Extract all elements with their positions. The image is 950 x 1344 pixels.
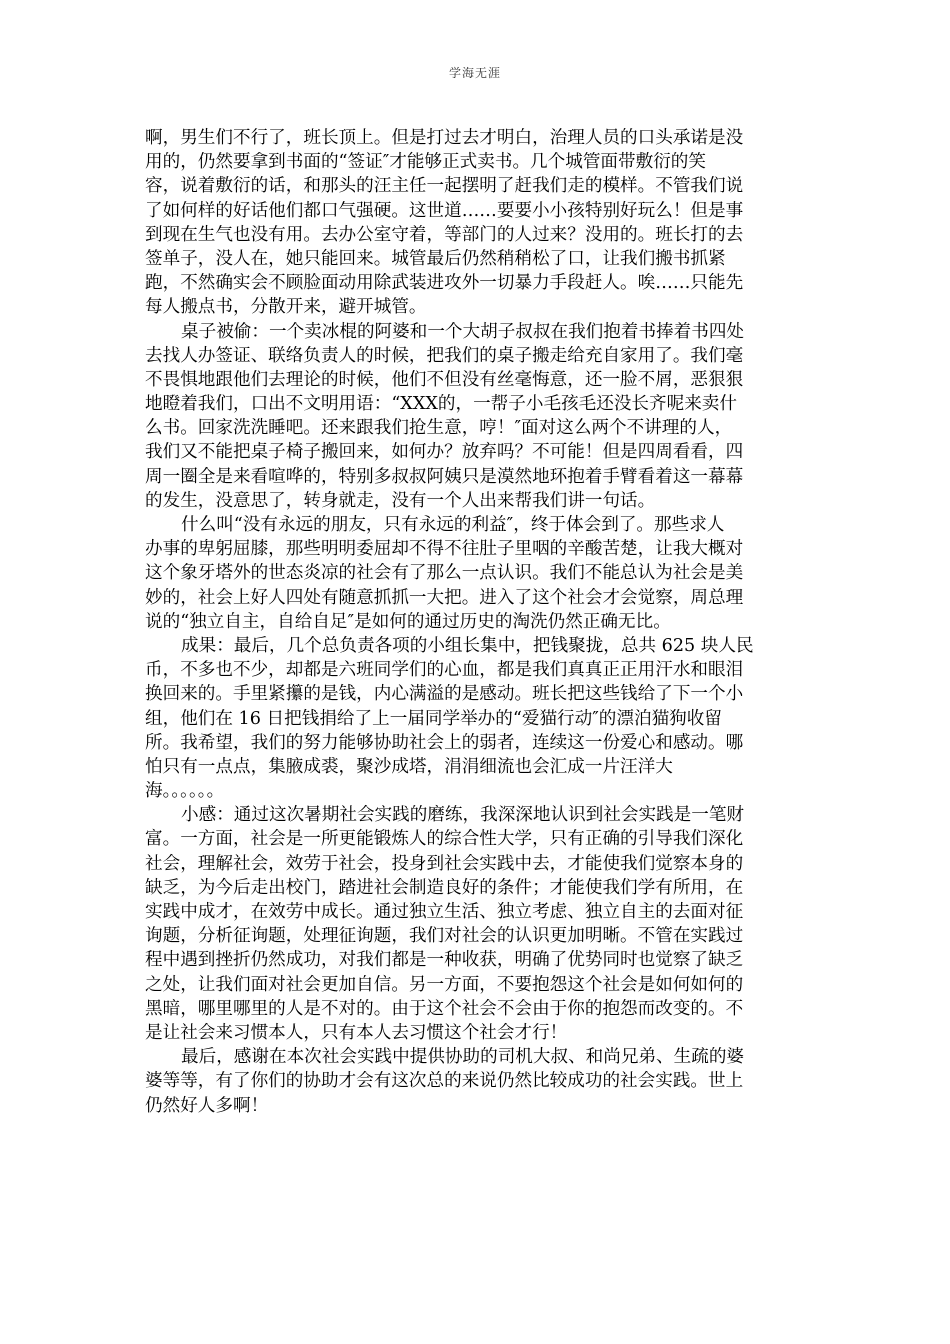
text-line: 询题，分析征询题，处理征询题，我们对社会的认识更加明晰。不管在实践过: [145, 926, 744, 947]
text-line: 签单子，没人在，她只能回来。城管最后仍然稍稍松了口，让我们搬书抓紧: [145, 248, 726, 269]
text-line: 富。一方面，社会是一所更能锻炼人的综合性大学，只有正确的引导我们深化: [145, 829, 744, 850]
text-line: 是让社会来习惯本人，只有本人去习惯这个社会才行！: [145, 1022, 568, 1043]
body-text: [145, 126, 805, 1118]
text-line: 程中遇到挫折仍然成功，对我们都是一种收获，明确了优势同时也觉察了缺乏: [145, 950, 744, 971]
text-line: 地瞪着我们，口出不文明用语：“XXX的，一帮子小毛孩毛还没长齐呢来卖什: [145, 394, 737, 415]
text-line: 之处，让我们面对社会更加自信。另一方面，不要抱怨这个社会是如何如何的: [145, 974, 744, 995]
text-line: 币，不多也不少，却都是六班同学们的心血，都是我们真真正正用汗水和眼泪: [145, 660, 744, 681]
text-line: 什么叫“没有永远的朋友，只有永远的利益″，终于体会到了。那些求人: [181, 515, 725, 535]
text-line: 办事的卑躬屈膝，那些明明委屈却不得不往肚子里咽的辛酸苦楚，让我大概对: [145, 539, 744, 560]
text-line: 周一圈全是来看喧哗的，特别多叔叔阿姨只是漠然地环抱着手臂看着这一幕幕: [145, 466, 744, 487]
text-line: 缺乏，为今后走出校门，踏进社会制造良好的条件；才能使我们学有所用，在: [145, 877, 744, 898]
text-line: 容，说着敷衍的话，和那头的汪主任一起摆明了赶我们走的模样。不管我们说: [145, 176, 744, 197]
text-line: 么书。回家洗洗睡吧。还来跟我们抢生意，哼！″面对这么两个不讲理的人，: [145, 418, 733, 439]
text-line: 我们又不能把桌子椅子搬回来，如何办？放弃吗？不可能！但是四周看看，四: [145, 442, 744, 463]
text-line: 了如何样的好话他们都口气强硬。这世道……要要小小孩特别好玩么！但是事: [145, 200, 744, 221]
text-line: 桌子被偷：一个卖冰棍的阿婆和一个大胡子叔叔在我们抱着书捧着书四处: [181, 321, 745, 342]
text-line: 小感：通过这次暑期社会实践的磨练，我深深地认识到社会实践是一笔财: [181, 805, 745, 826]
text-line: 啊，男生们不行了，班长顶上。但是打过去才明白，治理人员的口头承诺是没: [145, 128, 744, 148]
text-line: 用的，仍然要拿到书面的“签证″才能够正式卖书。几个城管面带敷衍的笑: [145, 152, 706, 173]
text-line: 跑，不然确实会不顾脸面动用除武装进攻外一切暴力手段赶人。唉……只能先: [145, 273, 744, 294]
text-line: 实践中成才，在效劳中成长。通过独立生活、独立考虑、独立自主的去面对征: [145, 902, 744, 922]
text-line: 婆等等，有了你们的协助才会有这次总的来说仍然比较成功的社会实践。世上: [145, 1071, 744, 1092]
text-line: 这个象牙塔外的世态炎凉的社会有了那么一点认识。我们不能总认为社会是美: [145, 563, 744, 584]
text-line: 黑暗，哪里哪里的人是不对的。由于这个社会不会由于你的抱怨而改变的。不: [145, 998, 744, 1019]
text-line: 海。。。。。。: [145, 781, 225, 802]
text-line: 所。我希望，我们的努力能够协助社会上的弱者，连续这一份爱心和感动。哪: [145, 732, 744, 753]
text-line: 每人搬点书，分散开来，避开城管。: [145, 297, 427, 318]
text-line: 社会，理解社会，效劳于社会，投身到社会实践中去，才能使我们觉察本身的: [145, 853, 744, 874]
text-line: 成果：最后，几个总负责各项的小组长集中，把钱聚拢，总共 625 块人民: [181, 635, 754, 656]
text-line: 去找人办签证、联络负责人的时候，把我们的桌子搬走给充自家用了。我们毫: [145, 345, 744, 366]
text-line: 怕只有一点点，集腋成裘，聚沙成塔，涓涓细流也会汇成一片汪洋大: [145, 756, 673, 777]
text-line: 换回来的。手里紧攥的是钱，内心满溢的是感动。班长把这些钱给了下一个小: [145, 684, 744, 705]
text-line: 到现在生气也没有用。去办公室守着，等部门的人过来？没用的。班长打的去: [145, 224, 744, 245]
text-line: 说的“独立自主，自给自足″是如何的通过历史的淘洗仍然正确无比。: [145, 611, 671, 632]
text-line: 组，他们在 16 日把钱捐给了上一届同学举办的“爱猫行动″的漂泊猫狗收留: [145, 708, 722, 729]
text-line: 最后，感谢在本次社会实践中提供协助的司机大叔、和尚兄弟、生疏的婆: [181, 1047, 745, 1068]
text-line: 妙的，社会上好人四处有随意抓抓一大把。进入了这个社会才会觉察，周总理: [145, 587, 744, 608]
text-line: 仍然好人多啊！: [145, 1095, 269, 1116]
page-header: 学海无涯: [448, 66, 501, 80]
text-line: 的发生，没意思了，转身就走，没有一个人出来帮我们讲一句话。: [145, 490, 656, 511]
text-line: 不畏惧地跟他们去理论的时候，他们不但没有丝毫悔意，还一脸不屑，恶狠狠: [145, 369, 744, 390]
